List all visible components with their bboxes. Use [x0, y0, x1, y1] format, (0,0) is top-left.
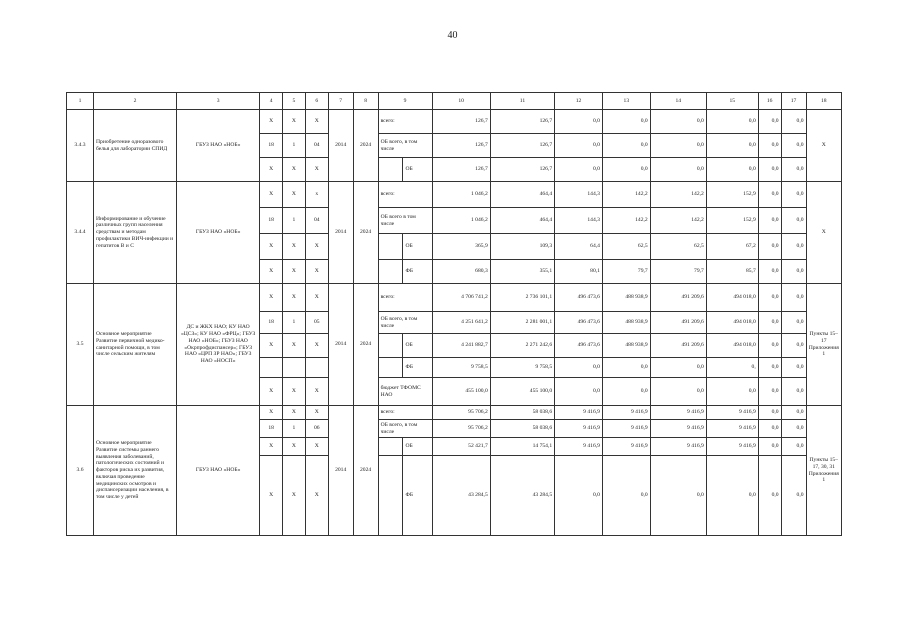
funding-source: ОБ — [403, 158, 432, 182]
amount-cell: 0,0 — [758, 158, 781, 182]
amount-cell: 0,0 — [758, 334, 781, 358]
amount-cell: 14 754,1 — [490, 438, 554, 456]
amount-cell: 0,0 — [758, 134, 781, 158]
amount-cell: 0,0 — [706, 158, 758, 182]
code-gp: 18 — [260, 208, 283, 234]
header-cell: 13 — [602, 93, 650, 110]
amount-cell: 0,0 — [758, 378, 781, 406]
amount-cell: 2 736 101,1 — [490, 284, 554, 312]
amount-cell: 0,0 — [758, 208, 781, 234]
code-gp: Х — [260, 110, 283, 134]
code-gp: 18 — [260, 420, 283, 438]
code-om: Х — [305, 438, 328, 456]
amount-cell: 491 209,6 — [650, 334, 706, 358]
code-gp: Х — [260, 234, 283, 260]
amount-cell: 144,3 — [555, 208, 603, 234]
amount-cell: 455 100,0 — [490, 378, 554, 406]
measure-name: Основное мероприятие Развитие первичной медико-санитарной помощи, в том числе сельским жителям — [94, 284, 177, 406]
amount-cell: 9 416,9 — [602, 406, 650, 420]
code-gp: 18 — [260, 312, 283, 334]
executor: ДС и ЖКХ НАО; КУ НАО «ЦСЗ»; КУ НАО «ФРЦ»; ГБУЗ НАО «НОБ»; ГБУЗ НАО «Окрпрофдиспансер»; ГБУЗ НАО «ЦРП ЗР НАО»; ГБУЗ НАО «НОСП» — [177, 284, 260, 406]
amount-cell: 0,0 — [758, 312, 781, 334]
code-gp: Х — [260, 260, 283, 284]
amount-cell: 0,0 — [602, 456, 650, 536]
funding-indent — [378, 260, 403, 284]
amount-cell: 9 416,9 — [602, 438, 650, 456]
funding-indent — [378, 334, 403, 358]
amount-cell: 680,3 — [432, 260, 490, 284]
amount-cell: 0,0 — [706, 378, 758, 406]
amount-cell: 496 473,6 — [555, 312, 603, 334]
code-pp: Х — [283, 438, 306, 456]
amount-cell: 0,0 — [781, 378, 806, 406]
amount-cell: 126,7 — [432, 134, 490, 158]
amount-cell: 126,7 — [432, 110, 490, 134]
funding-source: ОБ всего, в том числе — [378, 312, 432, 334]
measure-name: Информирование и обучение различных групп населения средствам и методам профилактики ВИЧ-инфекции и гепатитов В и С — [94, 182, 177, 284]
amount-cell: 52 421,7 — [432, 438, 490, 456]
amount-cell: 62,5 — [602, 234, 650, 260]
header-row — [67, 93, 842, 110]
amount-cell: 9 416,9 — [650, 420, 706, 438]
amount-cell: 58 038,6 — [490, 420, 554, 438]
amount-cell: 0,0 — [650, 358, 706, 378]
indicator-ref: Пункты 15–17, 30, 31 Приложения 1 — [806, 406, 841, 536]
code-pp: Х — [283, 284, 306, 312]
amount-cell: 0,0 — [706, 134, 758, 158]
code-pp: Х — [283, 378, 306, 406]
amount-cell: 494 018,0 — [706, 284, 758, 312]
header-cell: 17 — [781, 93, 806, 110]
code-pp: 1 — [283, 134, 306, 158]
page-number: 40 — [447, 30, 458, 41]
amount-cell: 9 416,9 — [706, 406, 758, 420]
code-pp: Х — [283, 406, 306, 420]
amount-cell: 494 018,0 — [706, 334, 758, 358]
amount-cell: 0,0 — [758, 438, 781, 456]
year-start: 2014 — [328, 284, 353, 406]
header-cell: 8 — [353, 93, 378, 110]
header-cell: 1 — [67, 93, 94, 110]
amount-cell: 9 416,9 — [650, 438, 706, 456]
executor: ГБУЗ НАО «НОБ» — [177, 182, 260, 284]
amount-cell: 2 281 001,1 — [490, 312, 554, 334]
year-start: 2014 — [328, 110, 353, 182]
header-cell: 12 — [555, 93, 603, 110]
table-row — [67, 284, 842, 312]
code-om: 06 — [305, 420, 328, 438]
section-number: 3.5 — [67, 284, 94, 406]
amount-cell: 142,2 — [602, 208, 650, 234]
amount-cell: 0,0 — [781, 312, 806, 334]
amount-cell: 0,0 — [781, 456, 806, 536]
amount-cell: 0,0 — [555, 158, 603, 182]
header-cell: 6 — [305, 93, 328, 110]
code-om: Х — [305, 378, 328, 406]
amount-cell: 43 284,5 — [432, 456, 490, 536]
code-pp: Х — [283, 182, 306, 208]
amount-cell: 9 758,5 — [432, 358, 490, 378]
amount-cell: 0,0 — [758, 284, 781, 312]
funding-indent — [378, 438, 403, 456]
amount-cell: 9 416,9 — [706, 438, 758, 456]
funding-indent — [378, 234, 403, 260]
amount-cell: 496 473,6 — [555, 284, 603, 312]
code-pp: 1 — [283, 420, 306, 438]
funding-source: всего: — [378, 110, 432, 134]
code-pp: Х — [283, 110, 306, 134]
funding-indent — [378, 358, 403, 378]
amount-cell: 355,1 — [490, 260, 554, 284]
amount-cell: 62,5 — [650, 234, 706, 260]
amount-cell: 0,0 — [602, 158, 650, 182]
amount-cell: 43 284,5 — [490, 456, 554, 536]
amount-cell: 0,0 — [758, 456, 781, 536]
amount-cell: 0,0 — [781, 406, 806, 420]
amount-cell: 0,0 — [602, 378, 650, 406]
code-om: Х — [305, 110, 328, 134]
code-gp: Х — [260, 334, 283, 358]
amount-cell: 9 758,5 — [490, 358, 554, 378]
funding-indent — [378, 456, 403, 536]
header-cell: 3 — [177, 93, 260, 110]
funding-source: ОБ — [403, 438, 432, 456]
amount-cell: 4 706 741,2 — [432, 284, 490, 312]
amount-cell: 9 416,9 — [555, 406, 603, 420]
amount-cell: 496 473,6 — [555, 334, 603, 358]
table-row — [67, 110, 842, 134]
table-row — [67, 406, 842, 420]
code-pp: 1 — [283, 312, 306, 334]
code-om: Х — [305, 334, 328, 358]
code-gp: Х — [260, 406, 283, 420]
amount-cell: 488 938,9 — [602, 312, 650, 334]
amount-cell: 85,7 — [706, 260, 758, 284]
code-om: 04 — [305, 208, 328, 234]
header-cell: 11 — [490, 93, 554, 110]
amount-cell: 491 209,6 — [650, 312, 706, 334]
funding-source: всего: — [378, 406, 432, 420]
amount-cell: 0,0 — [758, 110, 781, 134]
code-gp: Х — [260, 284, 283, 312]
amount-cell: 0,0 — [650, 110, 706, 134]
header-cell: 10 — [432, 93, 490, 110]
amount-cell: 0,0 — [781, 182, 806, 208]
amount-cell: 2 271 242,6 — [490, 334, 554, 358]
indicator-ref: Пункты 15–17 Приложения 1 — [806, 284, 841, 406]
amount-cell: 0,0 — [781, 358, 806, 378]
funding-indent — [378, 158, 403, 182]
amount-cell: 0,0 — [781, 260, 806, 284]
funding-source: ОБ — [403, 334, 432, 358]
amount-cell: 488 938,9 — [602, 334, 650, 358]
code-om: Х — [305, 158, 328, 182]
table-row — [67, 182, 842, 208]
amount-cell: 9 416,9 — [602, 420, 650, 438]
measure-name: Приобретение одноразового белья для лаборатории СПИД — [94, 110, 177, 182]
code-pp: 1 — [283, 208, 306, 234]
code-om: 05 — [305, 312, 328, 334]
amount-cell: 464,4 — [490, 182, 554, 208]
amount-cell: 152,9 — [706, 208, 758, 234]
header-cell: 14 — [650, 93, 706, 110]
code-gp — [260, 358, 283, 378]
amount-cell: 494 018,0 — [706, 312, 758, 334]
amount-cell: 0,0 — [781, 110, 806, 134]
code-gp: Х — [260, 438, 283, 456]
amount-cell: 0,0 — [555, 134, 603, 158]
header-cell: 9 — [378, 93, 432, 110]
amount-cell: 0,0 — [781, 284, 806, 312]
code-gp: Х — [260, 158, 283, 182]
code-pp: Х — [283, 260, 306, 284]
amount-cell: 0,0 — [602, 110, 650, 134]
amount-cell: 0,0 — [758, 260, 781, 284]
header-cell: 7 — [328, 93, 353, 110]
code-gp: Х — [260, 182, 283, 208]
amount-cell: 0,0 — [781, 420, 806, 438]
section-number: 3.4.3 — [67, 110, 94, 182]
header-cell: 5 — [283, 93, 306, 110]
amount-cell: 0,0 — [650, 456, 706, 536]
code-pp: Х — [283, 334, 306, 358]
amount-cell: 9 416,9 — [555, 438, 603, 456]
funding-source: ОБ всего, в том числе — [378, 134, 432, 158]
indicator-ref: Х — [806, 182, 841, 284]
amount-cell: 126,7 — [490, 110, 554, 134]
amount-cell: 0,0 — [555, 358, 603, 378]
year-end: 2024 — [353, 406, 378, 536]
amount-cell: 0,0 — [706, 456, 758, 536]
amount-cell: 0,0 — [781, 158, 806, 182]
header-cell: 4 — [260, 93, 283, 110]
amount-cell: 126,7 — [432, 158, 490, 182]
funding-source: бюджет ТФОМС НАО — [378, 378, 432, 406]
amount-cell: 0,0 — [555, 456, 603, 536]
amount-cell: 79,7 — [650, 260, 706, 284]
section-number: 3.6 — [67, 406, 94, 536]
code-om: Х — [305, 456, 328, 536]
funding-source: ФБ — [403, 358, 432, 378]
year-end: 2024 — [353, 110, 378, 182]
amount-cell: 0,0 — [781, 334, 806, 358]
amount-cell: 455 100,0 — [432, 378, 490, 406]
amount-cell: 9 416,9 — [706, 420, 758, 438]
code-pp — [283, 358, 306, 378]
funding-source: ФБ — [403, 260, 432, 284]
amount-cell: 9 416,9 — [555, 420, 603, 438]
code-om: Х — [305, 406, 328, 420]
amount-cell: 80,1 — [555, 260, 603, 284]
amount-cell: 67,2 — [706, 234, 758, 260]
funding-source: ОБ — [403, 234, 432, 260]
amount-cell: 109,3 — [490, 234, 554, 260]
year-end: 2024 — [353, 182, 378, 284]
amount-cell: 365,9 — [432, 234, 490, 260]
code-pp: Х — [283, 158, 306, 182]
amount-cell: 0,0 — [758, 234, 781, 260]
amount-cell: 0,0 — [758, 406, 781, 420]
funding-source: ОБ всего в том числе — [378, 208, 432, 234]
amount-cell: 95 706,2 — [432, 406, 490, 420]
amount-cell: 0,0 — [555, 378, 603, 406]
amount-cell: 0,0 — [555, 110, 603, 134]
amount-cell: 491 209,6 — [650, 284, 706, 312]
executor: ГБУЗ НАО «НОБ» — [177, 406, 260, 536]
amount-cell: 126,7 — [490, 134, 554, 158]
amount-cell: 0,0 — [758, 358, 781, 378]
amount-cell: 58 038,6 — [490, 406, 554, 420]
section-number: 3.4.4 — [67, 182, 94, 284]
amount-cell: 488 938,9 — [602, 284, 650, 312]
amount-cell: 79,7 — [602, 260, 650, 284]
year-start: 2014 — [328, 406, 353, 536]
measure-name: Основное мероприятие Развитие системы раннего выявления заболеваний, патологических состояний и факторов риска их развития, включая проведение медицинских осмотров и диспансеризации населения, в том числе у детей — [94, 406, 177, 536]
year-end: 2024 — [353, 284, 378, 406]
amount-cell: 0,0 — [781, 134, 806, 158]
amount-cell: 1 046,2 — [432, 182, 490, 208]
code-om: Х — [305, 234, 328, 260]
header-cell: 16 — [758, 93, 781, 110]
amount-cell: 4 251 641,2 — [432, 312, 490, 334]
amount-cell: 152,9 — [706, 182, 758, 208]
amount-cell: 144,3 — [555, 182, 603, 208]
amount-cell: 0,0 — [781, 438, 806, 456]
amount-cell: 142,2 — [602, 182, 650, 208]
amount-cell: 4 241 882,7 — [432, 334, 490, 358]
funding-source: ОБ всего, в том числе — [378, 420, 432, 438]
funding-source: всего: — [378, 284, 432, 312]
year-start: 2014 — [328, 182, 353, 284]
header-cell: 18 — [806, 93, 841, 110]
header-cell: 15 — [706, 93, 758, 110]
amount-cell: 0,0 — [602, 358, 650, 378]
amount-cell: 0,0 — [650, 378, 706, 406]
amount-cell: 464,4 — [490, 208, 554, 234]
amount-cell: 0,0 — [602, 134, 650, 158]
amount-cell: 0,0 — [781, 208, 806, 234]
code-om: Х — [305, 260, 328, 284]
amount-cell: 95 706,2 — [432, 420, 490, 438]
amount-cell: 126,7 — [490, 158, 554, 182]
amount-cell: 142,2 — [650, 182, 706, 208]
amount-cell: 0,0 — [758, 420, 781, 438]
code-om: х — [305, 182, 328, 208]
program-table — [66, 92, 842, 536]
amount-cell: 0,0 — [650, 134, 706, 158]
funding-source: ФБ — [403, 456, 432, 536]
code-om: Х — [305, 284, 328, 312]
funding-source: всего: — [378, 182, 432, 208]
code-gp: Х — [260, 378, 283, 406]
amount-cell: 0,0 — [758, 182, 781, 208]
code-pp: Х — [283, 456, 306, 536]
code-pp: Х — [283, 234, 306, 260]
amount-cell: 9 416,9 — [650, 406, 706, 420]
code-om — [305, 358, 328, 378]
amount-cell: 0,0 — [706, 110, 758, 134]
code-om: 04 — [305, 134, 328, 158]
indicator-ref: Х — [806, 110, 841, 182]
amount-cell: 0,0 — [781, 234, 806, 260]
amount-cell: 0, — [706, 358, 758, 378]
code-gp: 18 — [260, 134, 283, 158]
amount-cell: 142,2 — [650, 208, 706, 234]
amount-cell: 0,0 — [650, 158, 706, 182]
code-gp: Х — [260, 456, 283, 536]
header-cell: 2 — [94, 93, 177, 110]
amount-cell: 64,4 — [555, 234, 603, 260]
executor: ГБУЗ НАО «НОБ» — [177, 110, 260, 182]
amount-cell: 1 046,2 — [432, 208, 490, 234]
